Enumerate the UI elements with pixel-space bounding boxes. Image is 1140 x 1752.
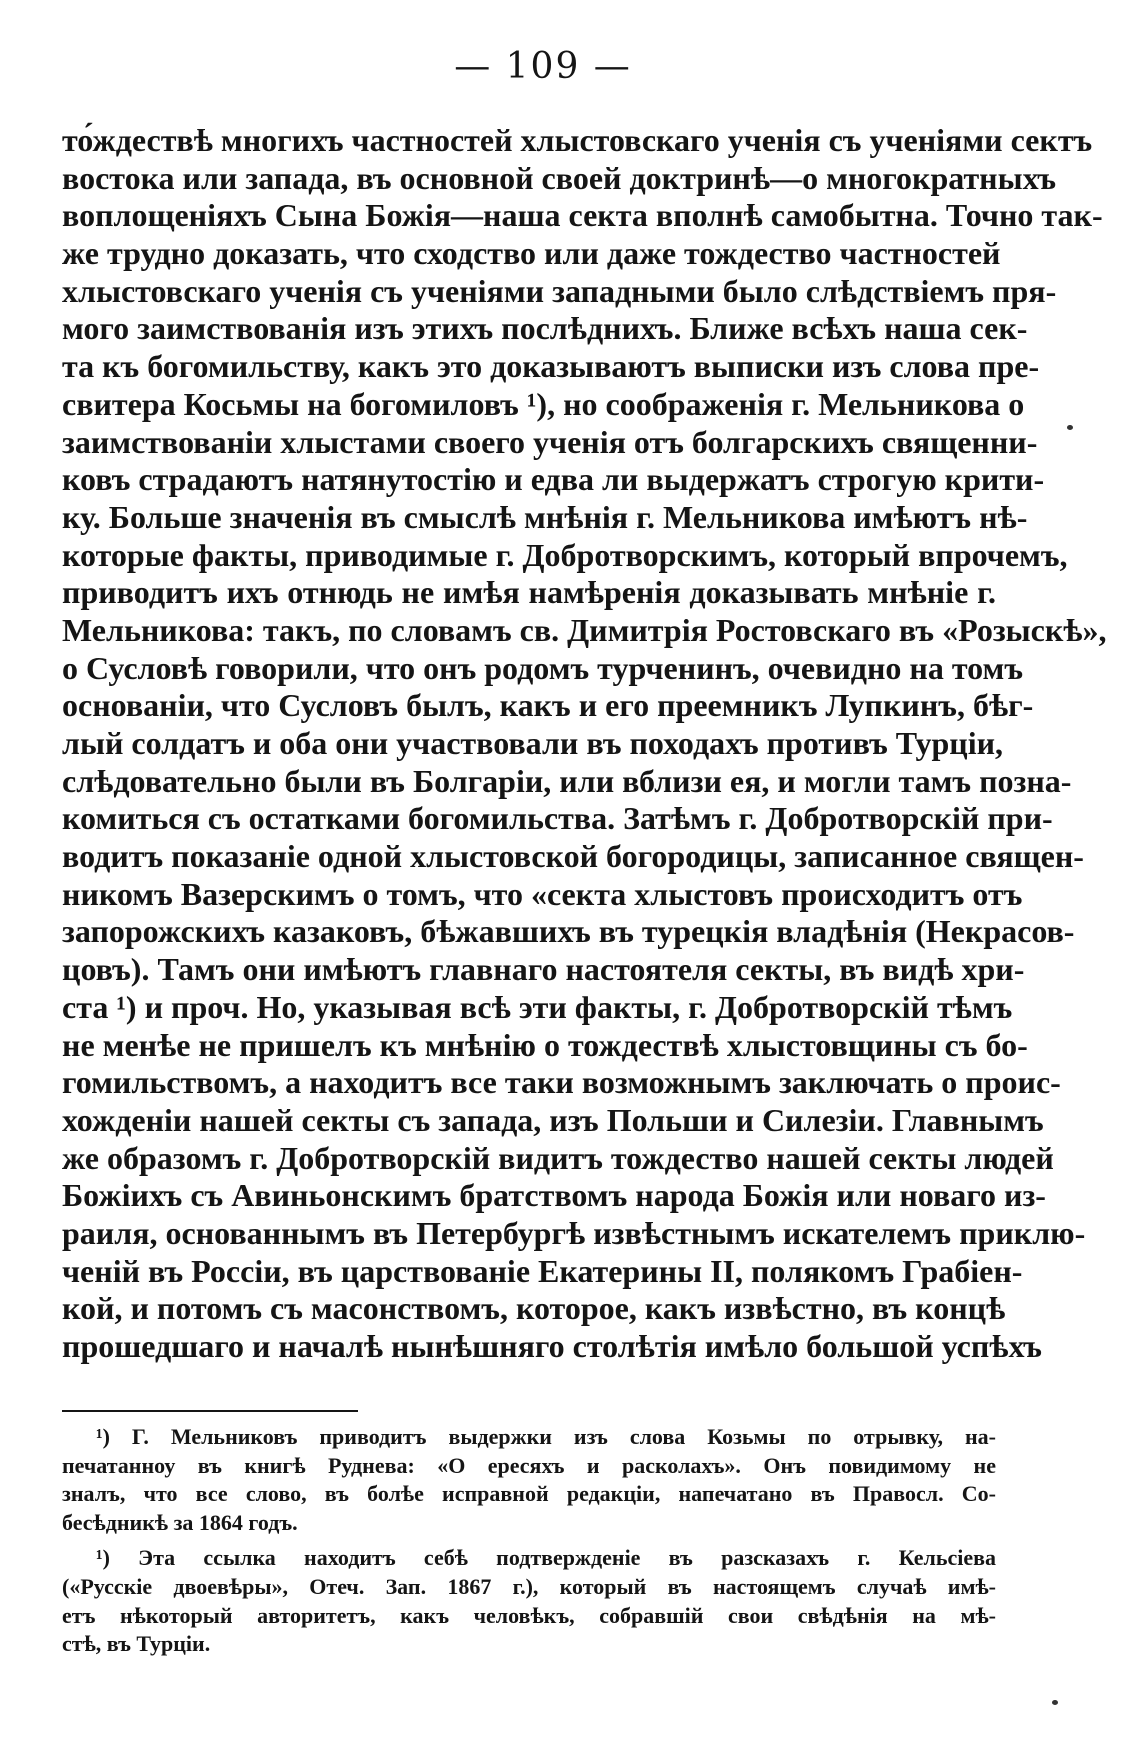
body-line: хожденіи нашей секты съ запада, изъ Польши и Силезіи. Главнымъ	[62, 1101, 1044, 1138]
body-line: лый солдатъ и оба они участвовали въ походахъ противъ Турціи,	[62, 725, 1004, 761]
page-number: — 109 —	[454, 46, 632, 87]
ink-speck	[1067, 425, 1073, 430]
body-line: запорожскихъ казаковъ, бѣжавшихъ въ турецкія владѣнія (Некрасов-	[62, 913, 1075, 950]
body-line: гомильствомъ, а находитъ все таки возможнымъ заключать о проис-	[62, 1064, 1061, 1101]
body-line: свитера Косьмы на богомиловъ ¹), но соображенія г. Мельникова о	[62, 385, 1025, 422]
footnote-line: ¹) Г. Мельниковъ приводитъ выдержки изъ слова Козьмы по отрывку, на-	[96, 1424, 996, 1449]
body-line: ста ¹) и проч. Но, указывая всѣ эти факты, г. Добротворскій тѣмъ	[62, 988, 1013, 1025]
body-line: водитъ показаніе одной хлыстовской богородицы, записанное священ-	[62, 838, 1084, 875]
body-line: не менѣе не пришелъ къ мнѣнію о тождествѣ хлыстовщины съ бо-	[62, 1026, 1028, 1063]
body-line: востока или запада, въ основной своей доктринѣ—о многократныхъ	[62, 159, 1057, 196]
body-line: о Сусловѣ говорили, что онъ родомъ турченинъ, очевидно на томъ	[62, 649, 1023, 686]
footnote-divider	[62, 1410, 358, 1412]
body-line: Божіихъ съ Авиньонскимъ братствомъ народа Божія или новаго из-	[62, 1177, 1046, 1214]
body-line: ку. Больше значенія въ смыслѣ мнѣнія г. Мельникова имѣютъ нѣ-	[62, 498, 1028, 535]
footnote-gap	[62, 1537, 996, 1544]
body-line: никомъ Вазерскимъ о томъ, что «секта хлыстовъ происходитъ отъ	[62, 875, 1023, 912]
footnote-2	[62, 1544, 996, 1658]
body-line: хлыстовскаго ученія съ ученіями западными было слѣдствіемъ пря-	[62, 272, 1057, 309]
body-line: воплощеніяхъ Сына Божія—наша секта вполнѣ самобытна. Точно так-	[62, 197, 1103, 234]
body-line: которые факты, приводимые г. Добротворскимъ, который впрочемъ,	[62, 536, 1068, 573]
footnote-1	[62, 1423, 996, 1537]
body-line: же образомъ г. Добротворскій видитъ тождество нашей секты людей	[62, 1139, 1054, 1176]
footnote-line: зналъ, что все слово, въ болѣе исправной редакціи, напечатано въ Правосл. Со-	[62, 1481, 996, 1507]
footnote-line: («Русскіе двоевѣры», Отеч. Зап. 1867 г.), который въ настоящемъ случаѣ имѣ-	[62, 1573, 996, 1599]
body-line: комиться съ остатками богомильства. Затѣмъ г. Добротворскій при-	[62, 800, 1053, 837]
ink-speck	[1052, 1700, 1058, 1705]
body-line: та къ богомильству, какъ это доказываютъ выписки изъ слова пре-	[62, 348, 1040, 385]
body-line: слѣдовательно были въ Болгаріи, или вблизи ея, и могли тамъ позна-	[62, 762, 1072, 799]
body-line: мого заимствованія изъ этихъ послѣднихъ. Ближе всѣхъ наша сек-	[62, 310, 1028, 347]
body-line: цовъ). Тамъ они имѣютъ главнаго настоятеля секты, въ видѣ хри-	[62, 951, 1025, 988]
footnote-line: ¹) Эта ссылка находитъ себѣ подтвержденіе въ разсказахъ г. Кельсіева	[96, 1545, 996, 1571]
body-line: ковъ страдаютъ натянутостію и едва ли выдержатъ строгую крити-	[62, 461, 1045, 498]
body-line: приводитъ ихъ отнюдь не имѣя намѣренія доказывать мнѣніе г.	[62, 574, 996, 611]
body-line: прошедшаго и началѣ нынѣшняго столѣтія имѣло большой успѣхъ	[62, 1328, 1042, 1364]
body-line: кой, и потомъ съ масонствомъ, которое, какъ извѣстно, въ концѣ	[62, 1290, 1006, 1327]
body-line: же трудно доказать, что сходство или даже тождество частностей	[62, 235, 1001, 272]
body-line: заимствованіи хлыстами своего ученія отъ болгарскихъ священни-	[62, 423, 1038, 460]
body-line: основаніи, что Сусловъ былъ, какъ и его преемникъ Лупкинъ, бѣг-	[62, 687, 1034, 724]
body-line: раиля, основаннымъ въ Петербургѣ извѣстнымъ искателемъ приклю-	[62, 1214, 1086, 1251]
footnote-line: стѣ, въ Турціи.	[62, 1631, 211, 1657]
body-line: то́ждествѣ многихъ частностей хлыстовскаго ученія съ ученіями сектъ	[62, 122, 1093, 158]
body-text	[62, 122, 1107, 1366]
footnote-line: бесѣдникѣ за 1864 годъ.	[62, 1509, 298, 1535]
footnote-line: етъ нѣкоторый авторитетъ, какъ человѣкъ, собравшій свои свѣдѣнія на мѣ-	[62, 1602, 996, 1628]
body-line: Мельникова: такъ, по словамъ св. Димитрія Ростовскаго въ «Розыскѣ»,	[62, 611, 1107, 648]
footnote-line: печатанноу въ книгѣ Руднева: «О ересяхъ и расколахъ». Онъ повидимому не	[62, 1452, 996, 1478]
footnotes	[62, 1423, 996, 1659]
body-line: ченій въ Россіи, въ царствованіе Екатерины II, полякомъ Грабіен-	[62, 1252, 1023, 1289]
